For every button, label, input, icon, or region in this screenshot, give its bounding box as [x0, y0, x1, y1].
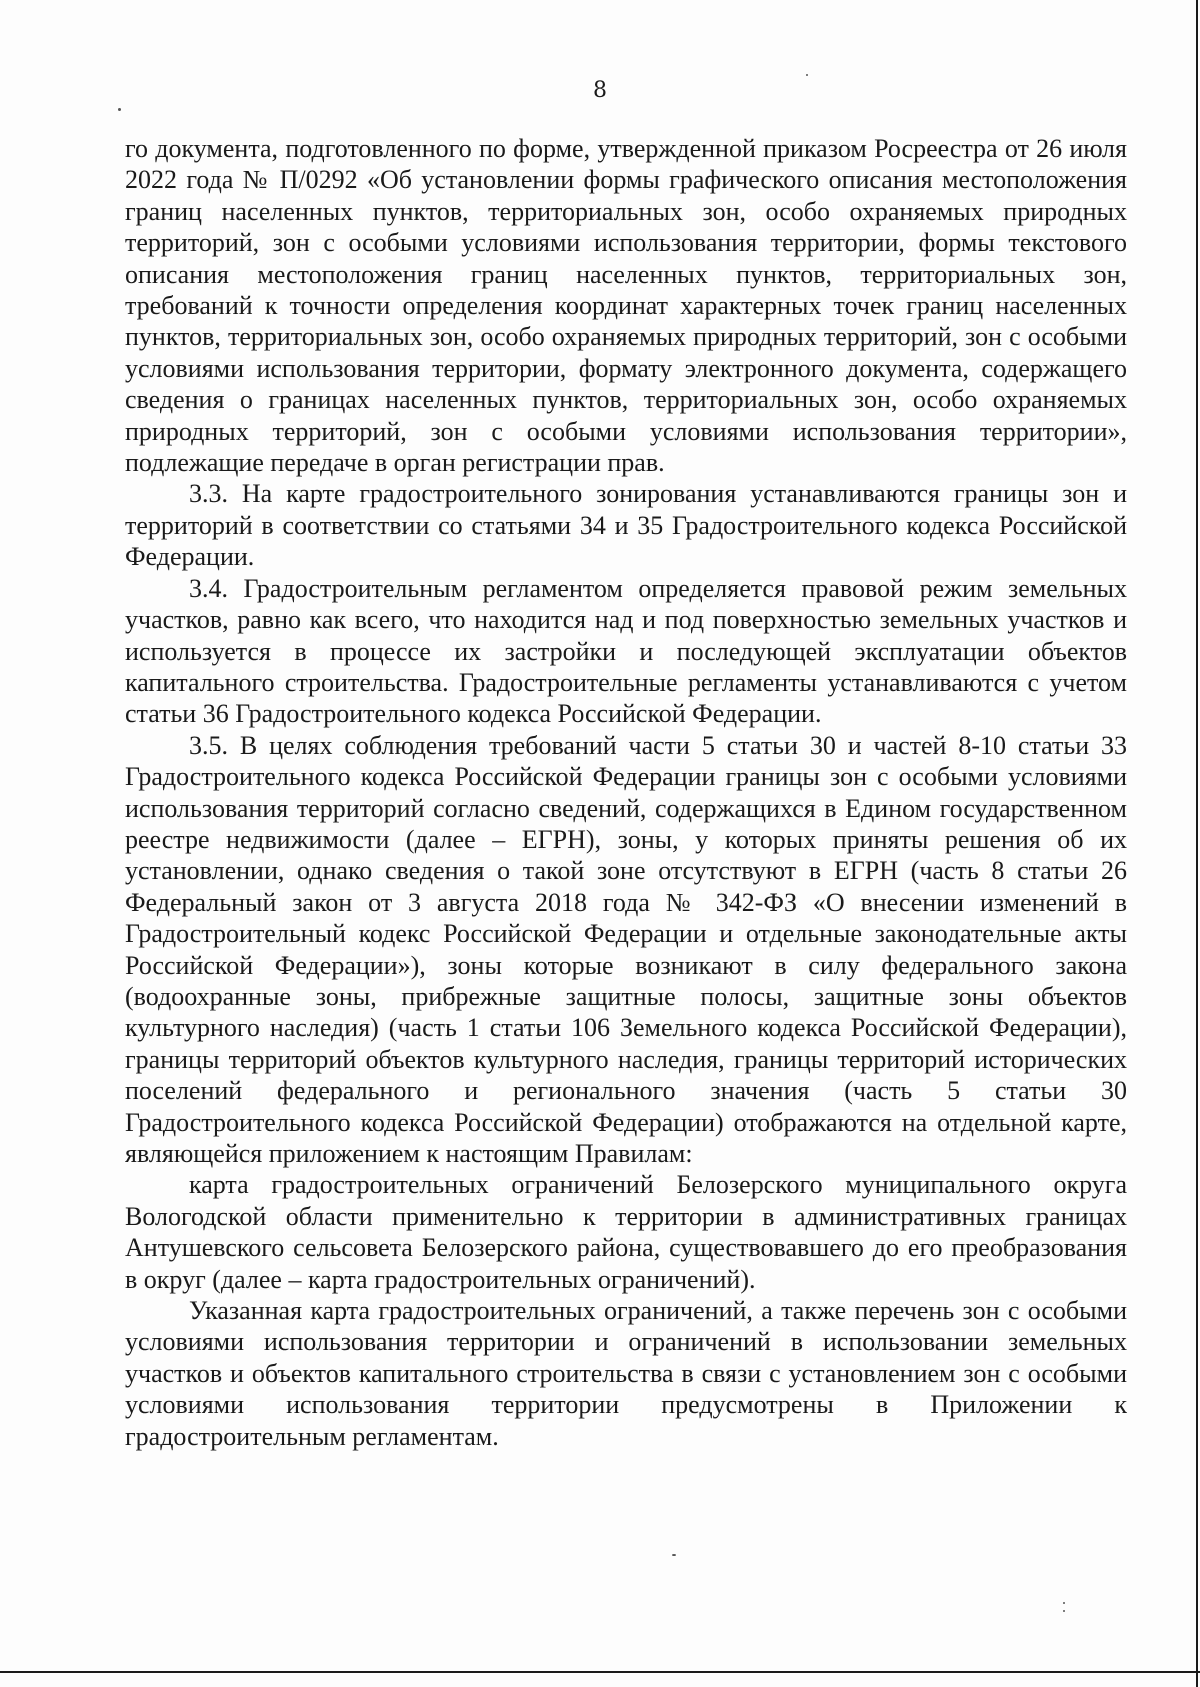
paragraph-3-4: 3.4. Градостроительным регламентом определяется правовой режим земельных участков, равно как всего, что находится над и под поверхностью земельных участков и используется в процессе их застройки и последующей эксплуатации объектов капитального строительства. Градостроительные регламенты устанавливаются с учетом статьи 36 Градостроительного кодекса Российской Федерации.: [125, 573, 1127, 729]
document-body: [125, 133, 1127, 1452]
scan-speck: [1063, 1602, 1065, 1604]
paragraph-3-5: 3.5. В целях соблюдения требований части 5 статьи 30 и частей 8-10 статьи 33 Градостроительного кодекса Российской Федерации границы зон с особыми условиями использования территорий согласно сведений, содержащихся в Едином государственном реестре недвижимости (далее – ЕГРН), зоны, у которых приняты решения об их установлении, однако сведения о такой зоне отсутствуют в ЕГРН (часть 8 статьи 26 Федеральный закон от 3 августа 2018 года № 342-ФЗ «О внесении изменений в Градостроительный кодекс Российской Федерации и отдельные законодательные акты Российской Федерации»), зоны которые возникают в силу федерального закона (водоохранные зоны, прибрежные защитные полосы, защитные зоны объектов культурного наследия) (часть 1 статьи 106 Земельного кодекса Российской Федерации), границы территорий объектов культурного наследия, границы территорий исторических поселений федерального и регионального значения (часть 5 статьи 30 Градостроительного кодекса Российской Федерации) отображаются на отдельной карте, являющейся приложением к настоящим Правилам:: [125, 730, 1127, 1168]
paragraph-3-3: 3.3. На карте градостроительного зонирования устанавливаются границы зон и территорий в соответствии со статьями 34 и 35 Градостроительного кодекса Российской Федерации.: [125, 479, 1127, 572]
page-number: 8: [593, 78, 607, 103]
scan-border-bottom: [0, 1671, 1200, 1673]
scan-speck: [118, 108, 121, 111]
paragraph-map-note: Указанная карта градостроительных ограничений, а также перечень зон с особыми условиями использования территории и ограничений в использовании земельных участков и объектов капитального строительства в связи с установлением зон с особыми условиями использования территории предусмотрены в Приложении к градостроительным регламентам.: [125, 1296, 1127, 1451]
paragraph-continuation: го документа, подготовленного по форме, утвержденной приказом Росреестра от 26 июля 2022 года № П/0292 «Об установлении формы графического описания местоположения границ населенных пунктов, территориальных зон, особо охраняемых природных территорий, зон с особыми условиями использования территории, формы текстового описания местоположения границ населенных пунктов, территориальных зон, требований к точности определения координат характерных точек границ населенных пунктов, территориальных зон, особо охраняемых природных территорий, зон с особыми условиями использования территории, формату электронного документа, содержащего сведения о границах населенных пунктов, территориальных зон, особо охраняемых природных территорий, зон с особыми условиями использования территории», подлежащие передаче в орган регистрации прав.: [125, 134, 1127, 478]
scan-speck: [806, 74, 808, 76]
scan-speck: [1063, 1610, 1065, 1612]
scan-border-right: [1196, 0, 1198, 1687]
scan-speck: [672, 1554, 676, 1556]
paragraph-map-item: карта градостроительных ограничений Белозерского муниципального округа Вологодской области применительно к территории в административных границах Антушевского сельсовета Белозерского района, существовавшего до его преобразования в округ (далее – карта градостроительных ограничений).: [125, 1170, 1127, 1294]
